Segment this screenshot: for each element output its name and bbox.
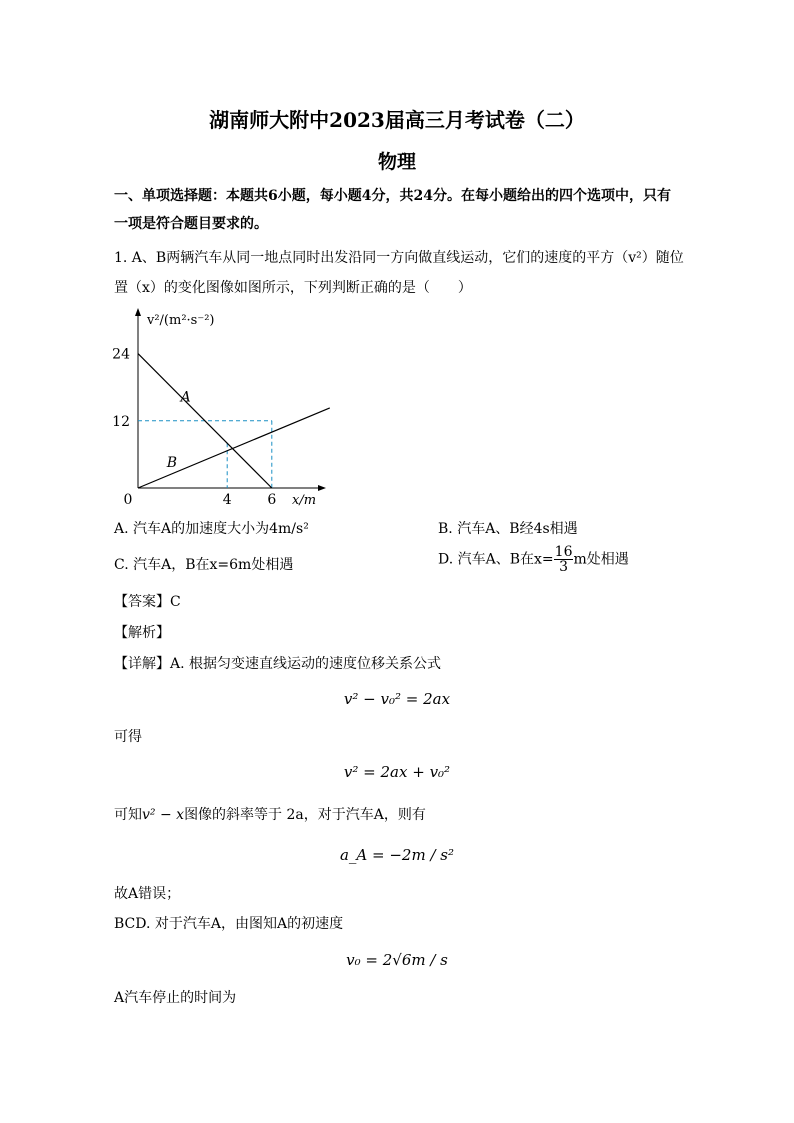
question-stem-line2: 置（x）的变化图像如图所示，下列判断正确的是（ ）	[114, 280, 472, 296]
analysis-tag: 【解析】	[114, 625, 170, 641]
equation-4: v₀ = 2√6m / s	[346, 951, 448, 969]
origin-label: 0	[123, 492, 133, 508]
detail-line5: BCD. 对于汽车A，由图知A的初速度	[114, 916, 344, 932]
y-tick-label-24: 24	[112, 346, 130, 363]
detail-line1: 【详解】A. 根据匀变速直线运动的速度位移关系公式	[114, 656, 442, 672]
series-line-B	[138, 408, 330, 488]
page-title: 湖南师大附中2023届高三月考试卷（二）	[209, 108, 585, 132]
option-d	[438, 545, 629, 574]
option-d-denominator: 3	[559, 559, 569, 575]
series-label-B: B	[166, 454, 178, 471]
option-d-suffix: m处相遇	[573, 551, 629, 568]
detail-line3	[114, 805, 426, 825]
answer-tag: 【答案】C	[114, 594, 181, 610]
option-b: B. 汽车A、B经4s相遇	[438, 521, 578, 537]
detail-line3-suffix: 图像的斜率等于 2a，对于汽车A，则有	[184, 807, 426, 823]
equation-2: v² = 2ax + v₀²	[343, 763, 451, 781]
y-axis-label: v²/(m²·s⁻²)	[147, 313, 215, 328]
option-a: A. 汽车A的加速度大小为4m/s²	[114, 521, 309, 537]
section-heading-line1: 一、单项选择题：本题共6小题，每小题4分，共24分。在每小题给出的四个选项中，只有	[114, 188, 671, 204]
x-tick-label-6: 6	[267, 492, 277, 508]
detail-line4: 故A错误；	[114, 886, 181, 902]
option-d-numerator: 16	[554, 544, 573, 560]
option-c: C. 汽车A，B在x=6m处相遇	[114, 557, 294, 573]
detail-line3-prefix: 可知	[114, 807, 142, 823]
subject-title: 物理	[377, 151, 416, 173]
equation-1: v² − v₀² = 2ax	[343, 690, 451, 708]
x-tick-label-4: 4	[222, 492, 232, 508]
detail-line6: A汽车停止的时间为	[114, 990, 237, 1006]
option-d-fraction	[554, 545, 574, 574]
y-tick-label-12: 12	[112, 413, 130, 430]
series-label-A: A	[180, 389, 191, 406]
detail-line2: 可得	[114, 729, 142, 745]
question-stem-line1: 1. A、B两辆汽车从同一地点同时出发沿同一方向做直线运动，它们的速度的平方（v²）随位	[114, 250, 684, 266]
equation-3: a_A = −2m / s²	[339, 846, 455, 864]
v2-x-graph	[110, 306, 330, 512]
detail-line3-math: v² − x	[142, 807, 185, 823]
section-heading-line2: 一项是符合题目要求的。	[114, 216, 268, 232]
x-axis-label: x/m	[292, 493, 317, 508]
option-d-prefix: D. 汽车A、B在x=	[438, 551, 554, 568]
